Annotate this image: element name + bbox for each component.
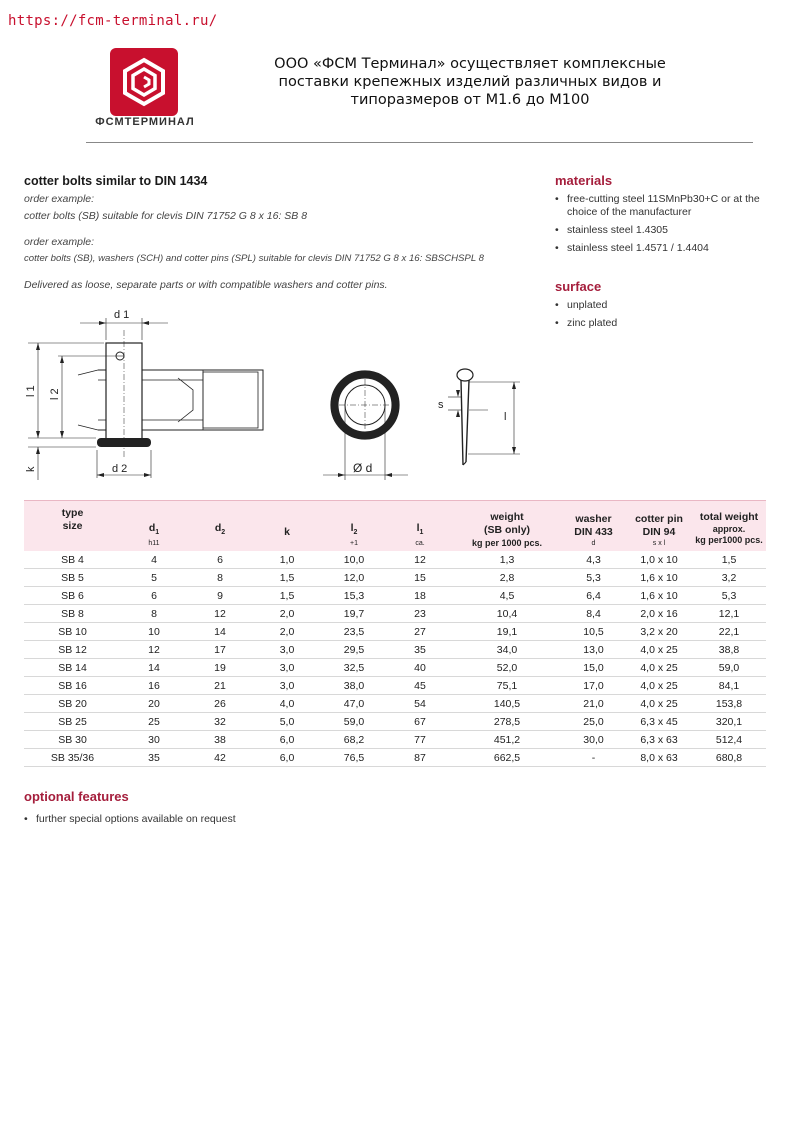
- cell-d1: 20: [121, 695, 187, 713]
- cell-type: SB 5: [24, 569, 121, 587]
- cell-weight: 4,5: [453, 587, 561, 605]
- cell-cotter-pin: 4,0 x 25: [626, 677, 692, 695]
- cell-k: 3,0: [253, 659, 321, 677]
- cell-k: 2,0: [253, 623, 321, 641]
- cell-d2: 42: [187, 749, 253, 767]
- cell-d1: 14: [121, 659, 187, 677]
- cell-d2: 9: [187, 587, 253, 605]
- cell-l1: 67: [387, 713, 453, 731]
- dim-label-d1: d 1: [114, 309, 130, 321]
- cell-weight: 52,0: [453, 659, 561, 677]
- cell-l1: 23: [387, 605, 453, 623]
- table-row: [24, 623, 766, 641]
- materials-list: [555, 193, 770, 260]
- cell-d1: 5: [121, 569, 187, 587]
- cell-cotter-pin: 6,3 x 63: [626, 731, 692, 749]
- dim-label-k: k: [25, 466, 37, 472]
- table-row: [24, 677, 766, 695]
- table-row: [24, 587, 766, 605]
- cell-washer: 25,0: [561, 713, 626, 731]
- cell-l2: 12,0: [321, 569, 387, 587]
- cell-l2: 32,5: [321, 659, 387, 677]
- cell-weight: 10,4: [453, 605, 561, 623]
- col-header-cotter-pin: cotter pin DIN 94 s x l: [626, 501, 692, 552]
- cell-d1: 25: [121, 713, 187, 731]
- cell-total-weight: 512,4: [692, 731, 766, 749]
- cell-k: 3,0: [253, 641, 321, 659]
- cell-cotter-pin: 1,6 x 10: [626, 587, 692, 605]
- cell-weight: 451,2: [453, 731, 561, 749]
- dim-label-d2: d 2: [112, 463, 128, 475]
- col-header-d2: $d_2$: [187, 501, 253, 552]
- intro-line: поставки крепежных изделий различных видов и: [278, 74, 662, 90]
- cell-l1: 54: [387, 695, 453, 713]
- cell-l1: 40: [387, 659, 453, 677]
- cell-l1: 18: [387, 587, 453, 605]
- cell-type: SB 6: [24, 587, 121, 605]
- dim-label-l2: l 2: [49, 388, 61, 400]
- cell-total-weight: 680,8: [692, 749, 766, 767]
- cell-d2: 32: [187, 713, 253, 731]
- cell-type: SB 30: [24, 731, 121, 749]
- cell-l2: 47,0: [321, 695, 387, 713]
- cell-l1: 27: [387, 623, 453, 641]
- order-example-label: order example:: [24, 193, 95, 205]
- cell-l2: 15,3: [321, 587, 387, 605]
- dim-label-l: l: [504, 411, 507, 423]
- list-item: • zinc plated: [555, 317, 770, 330]
- dim-label-s: s: [438, 399, 444, 411]
- cell-type: SB 35/36: [24, 749, 121, 767]
- cell-d2: 12: [187, 605, 253, 623]
- table-row: [24, 749, 766, 767]
- cell-cotter-pin: 4,0 x 25: [626, 659, 692, 677]
- company-logo: [110, 48, 178, 116]
- cell-type: SB 14: [24, 659, 121, 677]
- cell-l2: 29,5: [321, 641, 387, 659]
- cell-d2: 26: [187, 695, 253, 713]
- list-item: • stainless steel 1.4571 / 1.4404: [555, 242, 770, 255]
- order-example-text: cotter bolts (SB), washers (SCH) and cotter pins (SPL) suitable for clevis DIN 71752 G 8 x 16: SBSCHSPL 8: [24, 253, 484, 264]
- cell-total-weight: 22,1: [692, 623, 766, 641]
- table-row: [24, 641, 766, 659]
- cell-d2: 19: [187, 659, 253, 677]
- cell-d1: 8: [121, 605, 187, 623]
- cotter-bolt-drawing: [25, 309, 263, 480]
- cell-total-weight: 153,8: [692, 695, 766, 713]
- cell-k: 1,5: [253, 587, 321, 605]
- cell-weight: 2,8: [453, 569, 561, 587]
- cell-cotter-pin: 3,2 x 20: [626, 623, 692, 641]
- header-divider: [86, 142, 753, 143]
- cell-cotter-pin: 1,6 x 10: [626, 569, 692, 587]
- col-header-k: k: [253, 501, 321, 552]
- cell-cotter-pin: 8,0 x 63: [626, 749, 692, 767]
- cell-l1: 45: [387, 677, 453, 695]
- cell-weight: 75,1: [453, 677, 561, 695]
- cell-d1: 12: [121, 641, 187, 659]
- cell-d2: 21: [187, 677, 253, 695]
- cell-l2: 68,2: [321, 731, 387, 749]
- col-header-l1: $l_1$ ca.: [387, 501, 453, 552]
- cell-type: SB 16: [24, 677, 121, 695]
- list-item: • free-cutting steel 11SMnPb30+C or at the choice of the manufacturer: [555, 193, 770, 219]
- list-item: • further special options available on request: [24, 813, 424, 826]
- cell-l1: 77: [387, 731, 453, 749]
- cell-d2: 14: [187, 623, 253, 641]
- cell-l1: 12: [387, 551, 453, 569]
- cell-weight: 19,1: [453, 623, 561, 641]
- cell-l2: 59,0: [321, 713, 387, 731]
- cell-k: 2,0: [253, 605, 321, 623]
- cell-weight: 278,5: [453, 713, 561, 731]
- optional-features-list: [24, 813, 424, 831]
- cell-d2: 38: [187, 731, 253, 749]
- intro-line: ООО «ФСМ Терминал» осуществляет комплексные: [274, 56, 666, 72]
- cell-cotter-pin: 2,0 x 16: [626, 605, 692, 623]
- cell-washer: 17,0: [561, 677, 626, 695]
- technical-drawing: [18, 300, 538, 490]
- col-header-washer: washer DIN 433 d: [561, 501, 626, 552]
- order-example-label: order example:: [24, 236, 95, 248]
- cell-l1: 35: [387, 641, 453, 659]
- optional-features-heading: optional features: [24, 789, 129, 804]
- cell-cotter-pin: 4,0 x 25: [626, 695, 692, 713]
- cell-total-weight: 3,2: [692, 569, 766, 587]
- site-url[interactable]: https://fcm-terminal.ru/: [8, 13, 218, 29]
- cell-k: 6,0: [253, 731, 321, 749]
- surface-list: [555, 299, 770, 335]
- cell-type: SB 10: [24, 623, 121, 641]
- cell-cotter-pin: 6,3 x 45: [626, 713, 692, 731]
- cell-d1: 4: [121, 551, 187, 569]
- cotter-pin-drawing: [438, 369, 520, 465]
- product-title: cotter bolts similar to DIN 1434: [24, 174, 208, 188]
- delivery-note: Delivered as loose, separate parts or with compatible washers and cotter pins.: [24, 279, 388, 291]
- table-row: [24, 551, 766, 569]
- table-row: [24, 713, 766, 731]
- logo-wordmark: ФСМТЕРМИНАЛ: [95, 116, 195, 128]
- cell-type: SB 8: [24, 605, 121, 623]
- cell-d1: 10: [121, 623, 187, 641]
- cell-washer: 4,3: [561, 551, 626, 569]
- cell-washer: -: [561, 749, 626, 767]
- cell-l1: 15: [387, 569, 453, 587]
- cell-washer: 30,0: [561, 731, 626, 749]
- table-row: [24, 659, 766, 677]
- cell-k: 4,0: [253, 695, 321, 713]
- intro-line: типоразмеров от М1.6 до М100: [350, 92, 590, 108]
- cell-d1: 30: [121, 731, 187, 749]
- list-item: • unplated: [555, 299, 770, 312]
- cell-k: 6,0: [253, 749, 321, 767]
- cell-cotter-pin: 4,0 x 25: [626, 641, 692, 659]
- cell-d2: 6: [187, 551, 253, 569]
- col-header-total-weight: total weight approx. kg per1000 pcs.: [692, 501, 766, 552]
- cell-weight: 140,5: [453, 695, 561, 713]
- cell-l2: 38,0: [321, 677, 387, 695]
- cell-l1: 87: [387, 749, 453, 767]
- cell-washer: 15,0: [561, 659, 626, 677]
- cell-washer: 8,4: [561, 605, 626, 623]
- dim-label-l1: l 1: [25, 385, 37, 397]
- cell-k: 1,5: [253, 569, 321, 587]
- cell-type: SB 12: [24, 641, 121, 659]
- cell-weight: 1,3: [453, 551, 561, 569]
- table-row: [24, 605, 766, 623]
- order-example-text: cotter bolts (SB) suitable for clevis DIN 71752 G 8 x 16: SB 8: [24, 210, 308, 222]
- cell-total-weight: 59,0: [692, 659, 766, 677]
- cell-l2: 19,7: [321, 605, 387, 623]
- cell-total-weight: 320,1: [692, 713, 766, 731]
- col-header-d1: $d_1$ h11: [121, 501, 187, 552]
- cell-l2: 23,5: [321, 623, 387, 641]
- col-header-weight: weight (SB only) kg per 1000 pcs.: [453, 501, 561, 552]
- cell-type: SB 4: [24, 551, 121, 569]
- cell-washer: 5,3: [561, 569, 626, 587]
- cell-k: 5,0: [253, 713, 321, 731]
- cell-total-weight: 38,8: [692, 641, 766, 659]
- washer-drawing: [323, 371, 408, 480]
- cell-type: SB 20: [24, 695, 121, 713]
- cell-d2: 8: [187, 569, 253, 587]
- logo-mark-icon: [110, 48, 178, 116]
- cell-total-weight: 5,3: [692, 587, 766, 605]
- cell-l2: 76,5: [321, 749, 387, 767]
- surface-heading: surface: [555, 279, 602, 294]
- cell-d1: 6: [121, 587, 187, 605]
- col-header-l2: $l_2$ +1: [321, 501, 387, 552]
- cell-k: 3,0: [253, 677, 321, 695]
- cell-d1: 35: [121, 749, 187, 767]
- cell-l2: 10,0: [321, 551, 387, 569]
- cell-weight: 662,5: [453, 749, 561, 767]
- cell-washer: 6,4: [561, 587, 626, 605]
- table-row: [24, 695, 766, 713]
- cell-weight: 34,0: [453, 641, 561, 659]
- cell-total-weight: 84,1: [692, 677, 766, 695]
- cell-total-weight: 1,5: [692, 551, 766, 569]
- table-row: [24, 569, 766, 587]
- list-item: • stainless steel 1.4305: [555, 224, 770, 237]
- cell-washer: 10,5: [561, 623, 626, 641]
- cell-d1: 16: [121, 677, 187, 695]
- cell-d2: 17: [187, 641, 253, 659]
- col-header-type: type size: [24, 501, 121, 552]
- table-header-row: [24, 501, 766, 552]
- cell-total-weight: 12,1: [692, 605, 766, 623]
- cell-k: 1,0: [253, 551, 321, 569]
- spec-table: [24, 500, 766, 767]
- materials-heading: materials: [555, 173, 613, 188]
- cell-washer: 13,0: [561, 641, 626, 659]
- table-row: [24, 731, 766, 749]
- dim-label-d: Ø d: [353, 461, 373, 475]
- cell-washer: 21,0: [561, 695, 626, 713]
- cell-type: SB 25: [24, 713, 121, 731]
- cell-cotter-pin: 1,0 x 10: [626, 551, 692, 569]
- company-intro: [250, 55, 690, 109]
